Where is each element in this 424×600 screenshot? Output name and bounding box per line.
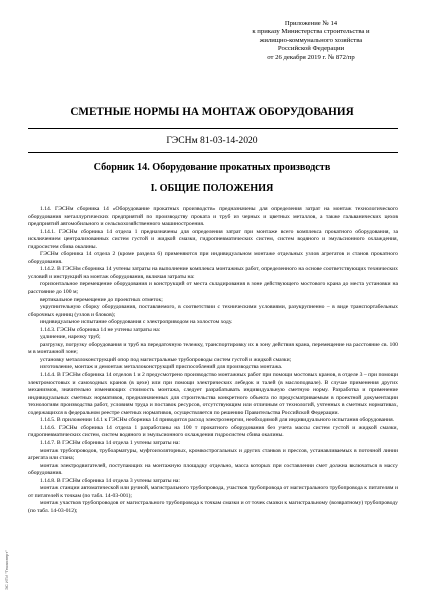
side-watermark-note: ЭС ИТИ "Техэксперт"	[4, 550, 9, 590]
paragraph: разгрузку, погрузку оборудования и труб на передаточную тележку, транспортировку их в зону действия крана, перемещение на расстояние св. 100 м в монтажной зоне;	[28, 341, 398, 356]
paragraph: удлинение, нарезку труб;	[40, 334, 101, 341]
paragraph: 1.14.3. ГЭСНм сборника 14 не учтены затраты на:	[40, 326, 161, 333]
paragraph: установку металлоконструкций опор под магистральные трубопроводы систем густой и жидкой смазки;	[40, 356, 292, 363]
appendix-header	[236, 20, 386, 62]
paragraph: монтаж трубопроводов, трубоарматуры, муфтоизоляторных, кромкострогальных и других станков и прессов, устанавливаемых в поточной линии агрегата или стана;	[28, 447, 398, 462]
paragraph: 1.14.4. В ГЭСНм сборника 14 отделов 1 и 2 предусмотрено производство монтажных работ при помощи мостовых кранов, в отделе 3 – при помощи электромостовых и самоходных кранов (в цехе) или при помощи электрических лебедок и талей (в маслоподвале). В случае применения других механизмов, значительно изменяющих стоимость монтажа, следует разрабатывать индивидуальную сметную норму. Разработка и применение индивидуальных сметных нормативов, предназначенных для строительства конкретного объекта по предусматриваемым в проектной документации технологиям производства работ, условиям труда и поставок ресурсов, отсутствующим или отличным от технологий, учтенных в сметных нормативах, содержащихся в федеральном реестре сметных нормативов, осуществляется по решению Правительства Российской Федерации.	[28, 372, 398, 416]
paragraph: индивидуальное испытание оборудования с электроприводом на холостом ходу.	[40, 319, 233, 326]
paragraph: изготовление, монтаж и демонтаж металлоконструкций приспособлений для производства монтажа.	[40, 364, 283, 371]
appendix-date-line: от 26 декабря 2019 г. № 872/пр	[267, 53, 355, 61]
paragraph: 1.14.5. В приложении 14.1 к ГЭСНм сборника 14 приводится расход электроэнергии, необходимой для индивидуального испытания оборудования.	[40, 417, 395, 424]
paragraph: монтаж участков трубопроводов от магистрального трубопровода к точкам смазки и от точек смазки к магистральному (возвратному) трубопроводу (по табл. 14-03-012);	[28, 500, 398, 514]
document-body	[28, 206, 398, 515]
paragraph: 1.14. ГЭСНм сборника 14 «Оборудование прокатных производств» предназначены для определения затрат на монтаж технологического оборудования металлургических предприятий по производству проката и труб из черных и цветных металлов, а также гальванических цехов предприятий автомобильного и сельскохозяйственного машиностроения.	[28, 206, 398, 228]
paragraph: монтаж станции автоматической или ручной, магистрального трубопровода, участков трубопровода от магистрального трубопровода к питателям и от питателей к точкам (по табл. 14-03-001);	[28, 485, 398, 499]
paragraph: ГЭСНм сборника 14 отдела 2 (кроме раздела 6) применяются при индивидуальном монтаже отдельных узлов агрегатов и станов прокатного оборудования.	[28, 251, 398, 265]
paragraph: 1.14.7. В ГЭСНм сборника 14 отдела 1 учтены затраты на:	[40, 439, 180, 446]
appendix-ministry-line: жилищно-коммунального хозяйства	[259, 36, 363, 44]
paragraph: вертикальное перемещение до проектных отметок;	[40, 296, 163, 303]
paragraph: горизонтальное перемещение оборудования и конструкций от места складирования в зоне действующего мостового крана до места установки на расстояние до 100 м;	[28, 281, 398, 296]
section-heading: I. ОБЩИЕ ПОЛОЖЕНИЯ	[150, 183, 274, 194]
paragraph: укрупнительную сборку оборудования, поставляемого, в соответствии с техническими условиями, разукрупненно – в виде транспортабельных сборочных единиц (узлов и блоков);	[28, 304, 398, 318]
paragraph: 1.14.8. В ГЭСНм сборника 14 отдела 3 учтены затраты на:	[40, 477, 180, 484]
paragraph: 1.14.6. ГЭСНм сборника 14 отдела 1 разработаны на 100 т прокатного оборудования без учета массы систем густой и жидкой смазки, гидропневматических систем, систем водяного и эмульсионного охлаждения гидросистем сбива окалины.	[28, 424, 398, 439]
collection-title: Сборник 14. Оборудование прокатных производств	[93, 162, 331, 173]
appendix-country-line: Российской Федерации	[277, 45, 345, 53]
document-title: СМЕТНЫЕ НОРМЫ НА МОНТАЖ ОБОРУДОВАНИЯ	[70, 106, 354, 118]
code-bottom-divider	[28, 152, 398, 153]
appendix-number: Приложение № 14	[284, 20, 338, 27]
paragraph: 1.14.2. В ГЭСНм сборника 14 учтены затраты на выполнение комплекса монтажных работ, определенного на основе соответствующих технических условий и инструкций на монтаж оборудования, включая затраты на:	[28, 266, 398, 280]
paragraph: монтаж электродвигателей, поступающих на монтажную площадку отдельно, масса которых при составлении смет должна включаться в массу оборудования.	[28, 462, 398, 477]
code-top-divider	[28, 128, 398, 129]
paragraph: 1.14.1. ГЭСНм сборника 14 отдела 1 предназначены для определения затрат при монтаже всего комплекса прокатного оборудования, за исключением централизованных систем густой и жидкой смазки, гидропневматических систем, систем водяного и эмульсионного охлаждения, гидросистем сбива окалины.	[28, 228, 398, 250]
appendix-order-line: к приказу Министерства строительства и	[252, 28, 370, 36]
norm-code: ГЭСНм 81-03-14-2020	[166, 135, 258, 146]
